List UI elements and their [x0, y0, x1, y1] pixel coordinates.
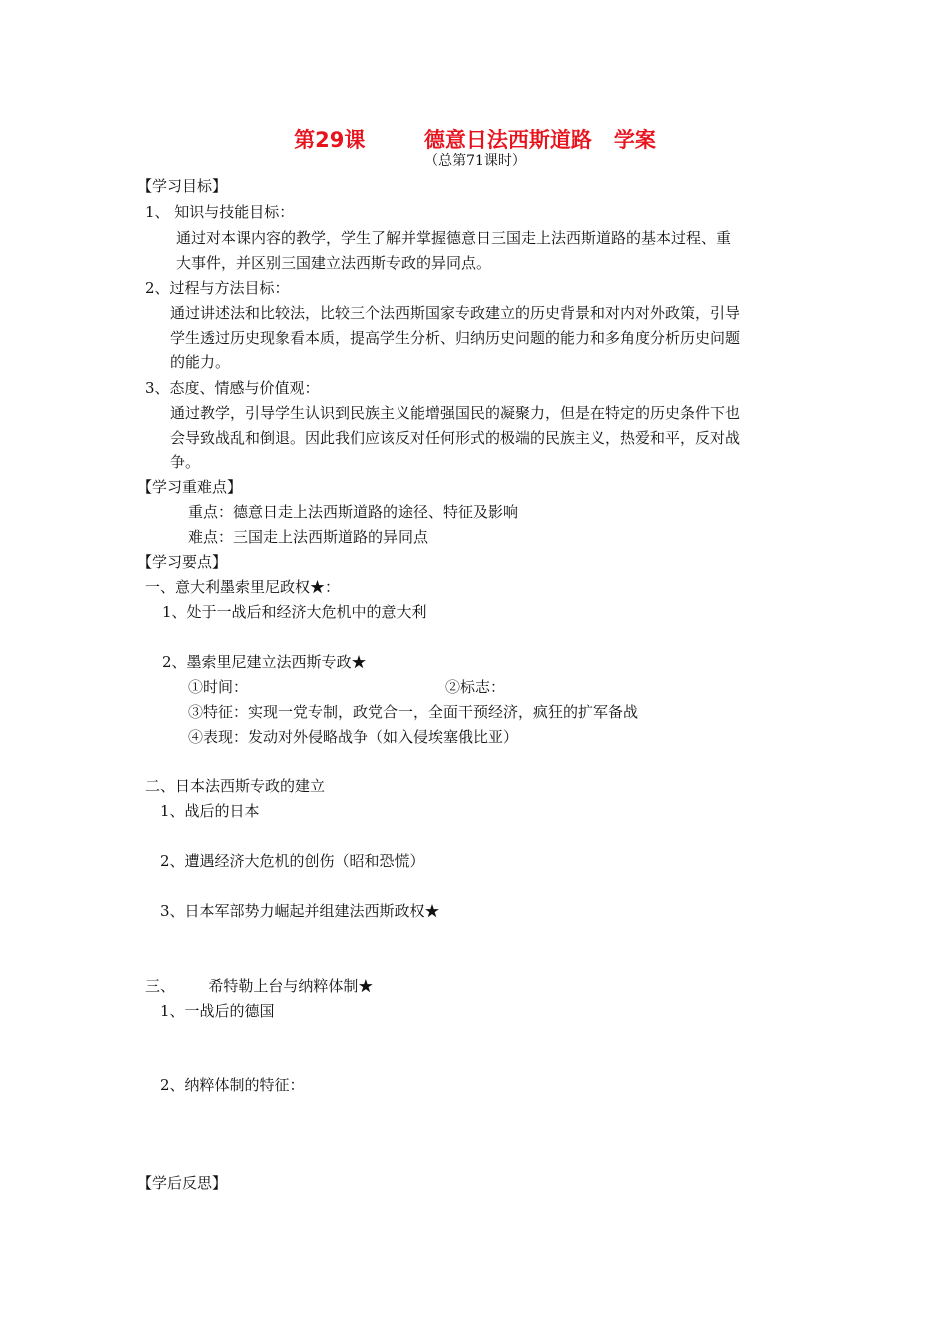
section-1-item-2: 2、墨索里尼建立法西斯专政★ [162, 653, 367, 671]
objective-1-line-1: 通过对本课内容的教学，学生了解并掌握德意日三国走上法西斯道路的基本过程、重 [176, 229, 732, 247]
section-1-sub-time: ①时间： [188, 678, 249, 696]
reflection-heading: 【学后反思】 [137, 1174, 228, 1192]
section-3-item-2: 2、纳粹体制的特征： [160, 1076, 305, 1094]
section-3-title: 三、 希特勒上台与纳粹体制★ [145, 977, 374, 995]
objective-2-line-1: 通过讲述法和比较法，比较三个法西斯国家专政建立的历史背景和对内对外政策，引导 [170, 304, 741, 322]
objective-2-label: 2、过程与方法目标： [145, 279, 290, 297]
objective-2-line-3: 的能力。 [170, 353, 231, 371]
objective-2-line-2: 学生透过历史现象看本质，提高学生分析、归纳历史问题的能力和多角度分析历史问题 [170, 329, 741, 347]
key-points-heading: 【学习重难点】 [137, 478, 243, 496]
essentials-heading: 【学习要点】 [137, 553, 228, 571]
section-1-sub-behavior: ④表现：发动对外侵略战争（如入侵埃塞俄比亚） [188, 728, 519, 746]
section-1-item-1: 1、处于一战后和经济大危机中的意大利 [162, 603, 427, 621]
section-2-item-1: 1、战后的日本 [160, 802, 260, 820]
lesson-title: 第29课 德意日法西斯道路 学案 [294, 128, 656, 152]
objective-1-label: 1、 知识与技能目标： [145, 203, 295, 221]
section-1-sub-sign: ②标志： [445, 678, 506, 696]
objective-3-label: 3、态度、情感与价值观： [145, 379, 320, 397]
section-2-item-2: 2、遭遇经济大危机的创伤（昭和恐慌） [160, 852, 425, 870]
key-point-difficulty: 难点：三国走上法西斯道路的异同点 [188, 528, 429, 546]
section-1-sub-feature: ③特征：实现一党专制，政党合一，全面干预经济，疯狂的扩军备战 [188, 703, 639, 721]
objective-3-line-3: 争。 [170, 453, 201, 471]
objectives-heading: 【学习目标】 [137, 177, 228, 195]
section-2-title: 二、日本法西斯专政的建立 [145, 777, 326, 795]
objective-3-line-1: 通过教学，引导学生认识到民族主义能增强国民的凝聚力，但是在特定的历史条件下也 [170, 404, 741, 422]
section-2-item-3: 3、日本军部势力崛起并组建法西斯政权★ [160, 902, 440, 920]
objective-3-line-2: 会导致战乱和倒退。因此我们应该反对任何形式的极端的民族主义，热爱和平，反对战 [170, 429, 741, 447]
lesson-subtitle: （总第71课时） [424, 153, 526, 169]
objective-1-line-2: 大事件，并区别三国建立法西斯专政的异同点。 [176, 254, 492, 272]
section-1-title: 一、意大利墨索里尼政权★： [145, 578, 341, 596]
key-point-focus: 重点：德意日走上法西斯道路的途径、特征及影响 [188, 503, 519, 521]
section-3-item-1: 1、一战后的德国 [160, 1002, 275, 1020]
